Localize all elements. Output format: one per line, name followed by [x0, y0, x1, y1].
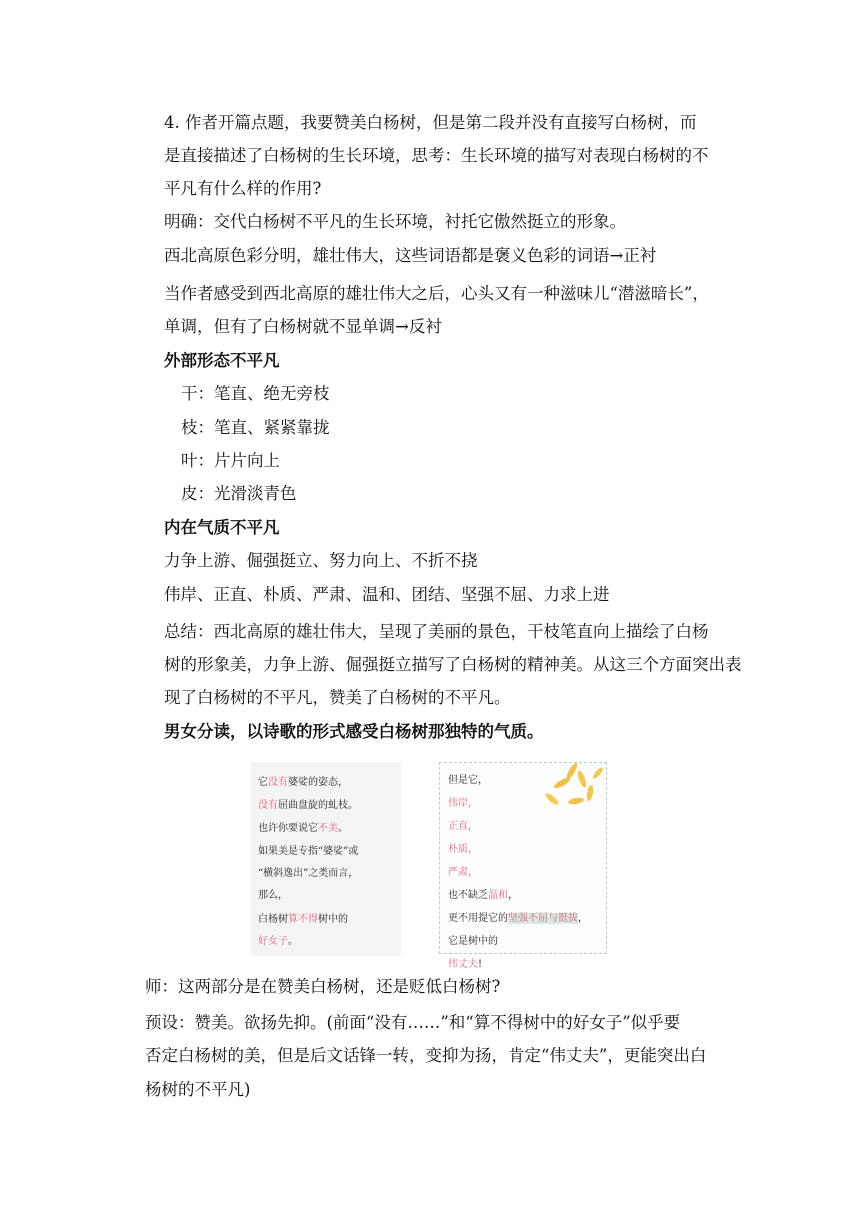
poem1-line-1: [258, 776, 348, 789]
poem1-text: 白杨树: [258, 914, 288, 925]
poem2-text: !: [478, 959, 483, 970]
poem2-line-5: 严肃，: [448, 867, 478, 878]
poem1-line-5: “横斜逸出”之类而言，: [258, 868, 359, 879]
neizai-line-2: 伟岸、正直、朴质、严肃、温和、团结、坚强不屈、力求上进: [164, 585, 610, 604]
poem2-highlight-text: 坚强不屈与挺拔: [508, 913, 578, 924]
poem2-line-3: 正直，: [448, 821, 478, 832]
poem1-red-text: 没有: [268, 777, 288, 788]
poem1-red-text: 好女子: [258, 936, 288, 947]
poem1-text: 屈曲盘旋的虬枝。: [278, 800, 358, 811]
teacher-question: 师：这两部分是在赞美白杨树，还是贬低白杨树?: [145, 977, 501, 996]
poem-card-right: [439, 762, 607, 970]
poem1-text: 。: [288, 936, 298, 947]
yushe-line-2: 否定白杨树的美，但是后文话锋一转，变抑为扬，肯定“伟丈夫”，更能突出白: [145, 1046, 707, 1065]
poem1-text: 树中的: [318, 914, 348, 925]
falling-leaves-icon: [532, 759, 608, 823]
poem2-text: 更不用提它的: [448, 913, 508, 924]
poem1-line-3: [258, 822, 348, 835]
poem1-line-7: [258, 913, 348, 926]
fanchen-line-2: 单调，但有了白杨树就不显单调→反衬: [164, 317, 442, 336]
zongjie-line-2: 树的形象美，力争上游、倔强挺立描写了白杨树的精神美。从这三个方面突出表: [164, 655, 742, 674]
poem1-text: 它: [258, 777, 268, 788]
yushe-line-1: 预设：赞美。欲扬先抑。(前面“没有……”和“算不得树中的好女子”似乎要: [145, 1013, 681, 1032]
poem2-line-7: [448, 912, 588, 925]
yushe-line-3: 杨树的不平凡): [145, 1080, 251, 1099]
poem2-text: ，: [508, 890, 518, 901]
poem2-line-8: 它是树中的: [448, 936, 498, 947]
poem1-text: 。: [338, 823, 348, 834]
q4-line-3: 平凡有什么样的作用?: [164, 179, 322, 198]
poem2-line-1: 但是它，: [448, 775, 488, 786]
waibu-item-ye: 叶：片片向上: [181, 451, 280, 470]
zongjie-line-3: 现了白杨树的不平凡，赞美了白杨树的不平凡。: [164, 688, 511, 707]
waibu-item-gan: 干：笔直、绝无旁枝: [181, 384, 330, 403]
poem1-red-text: 不美: [318, 823, 338, 834]
fanchen-line-1: 当作者感受到西北高原的雄壮伟大之后，心头又有一种滋味儿“潜滋暗长”，: [164, 284, 709, 303]
poem1-text: 婆娑的姿态，: [288, 777, 348, 788]
poem2-line-4: 朴质，: [448, 844, 478, 855]
poem2-line-9: [448, 958, 482, 971]
poem2-red-text: 伟丈夫: [448, 959, 478, 970]
zhengchen-text: 西北高原色彩分明，雄壮伟大，这些词语都是褒义色彩的词语→正衬: [164, 246, 657, 265]
q4-line-1: 4. 作者开篇点题，我要赞美白杨树，但是第二段并没有直接写白杨树，而: [164, 113, 697, 132]
heading-waibu: 外部形态不平凡: [164, 351, 280, 370]
waibu-item-zhi: 枝：笔直、紧紧靠拢: [181, 418, 330, 437]
poem-card-left: [251, 762, 401, 956]
poem1-line-6: 那么，: [258, 890, 288, 901]
neizai-line-1: 力争上游、倔强挺立、努力向上、不折不挠: [164, 551, 478, 570]
poem1-text: 也许你要说它: [258, 823, 318, 834]
poem1-red-text: 算不得: [288, 914, 318, 925]
poem2-line-2: 伟岸，: [448, 798, 478, 809]
answer-mingque: 明确：交代白杨树不平凡的生长环境，衬托它傲然挺立的形象。: [164, 212, 626, 231]
zongjie-line-1: 总结：西北高原的雄壮伟大，呈现了美丽的景色，干枝笔直向上描绘了白杨: [164, 622, 709, 641]
fendu-instruction: 男女分读，以诗歌的形式感受白杨树那独特的气质。: [164, 722, 544, 741]
poem2-text: ，: [578, 913, 588, 924]
waibu-item-pi: 皮：光滑淡青色: [181, 484, 297, 503]
poem2-text: 也不缺乏: [448, 890, 488, 901]
poem1-line-4: 如果美是专指“婆娑”或: [258, 846, 359, 857]
q4-line-2: 是直接描述了白杨树的生长环境，思考：生长环境的描写对表现白杨树的不: [164, 146, 709, 165]
poem1-line-8: [258, 935, 298, 948]
heading-neizai: 内在气质不平凡: [164, 518, 280, 537]
poem1-red-text: 没有: [258, 800, 278, 811]
poem2-red-text: 温和: [488, 890, 508, 901]
poem1-line-2: [258, 799, 358, 812]
poem2-line-6: [448, 889, 518, 902]
